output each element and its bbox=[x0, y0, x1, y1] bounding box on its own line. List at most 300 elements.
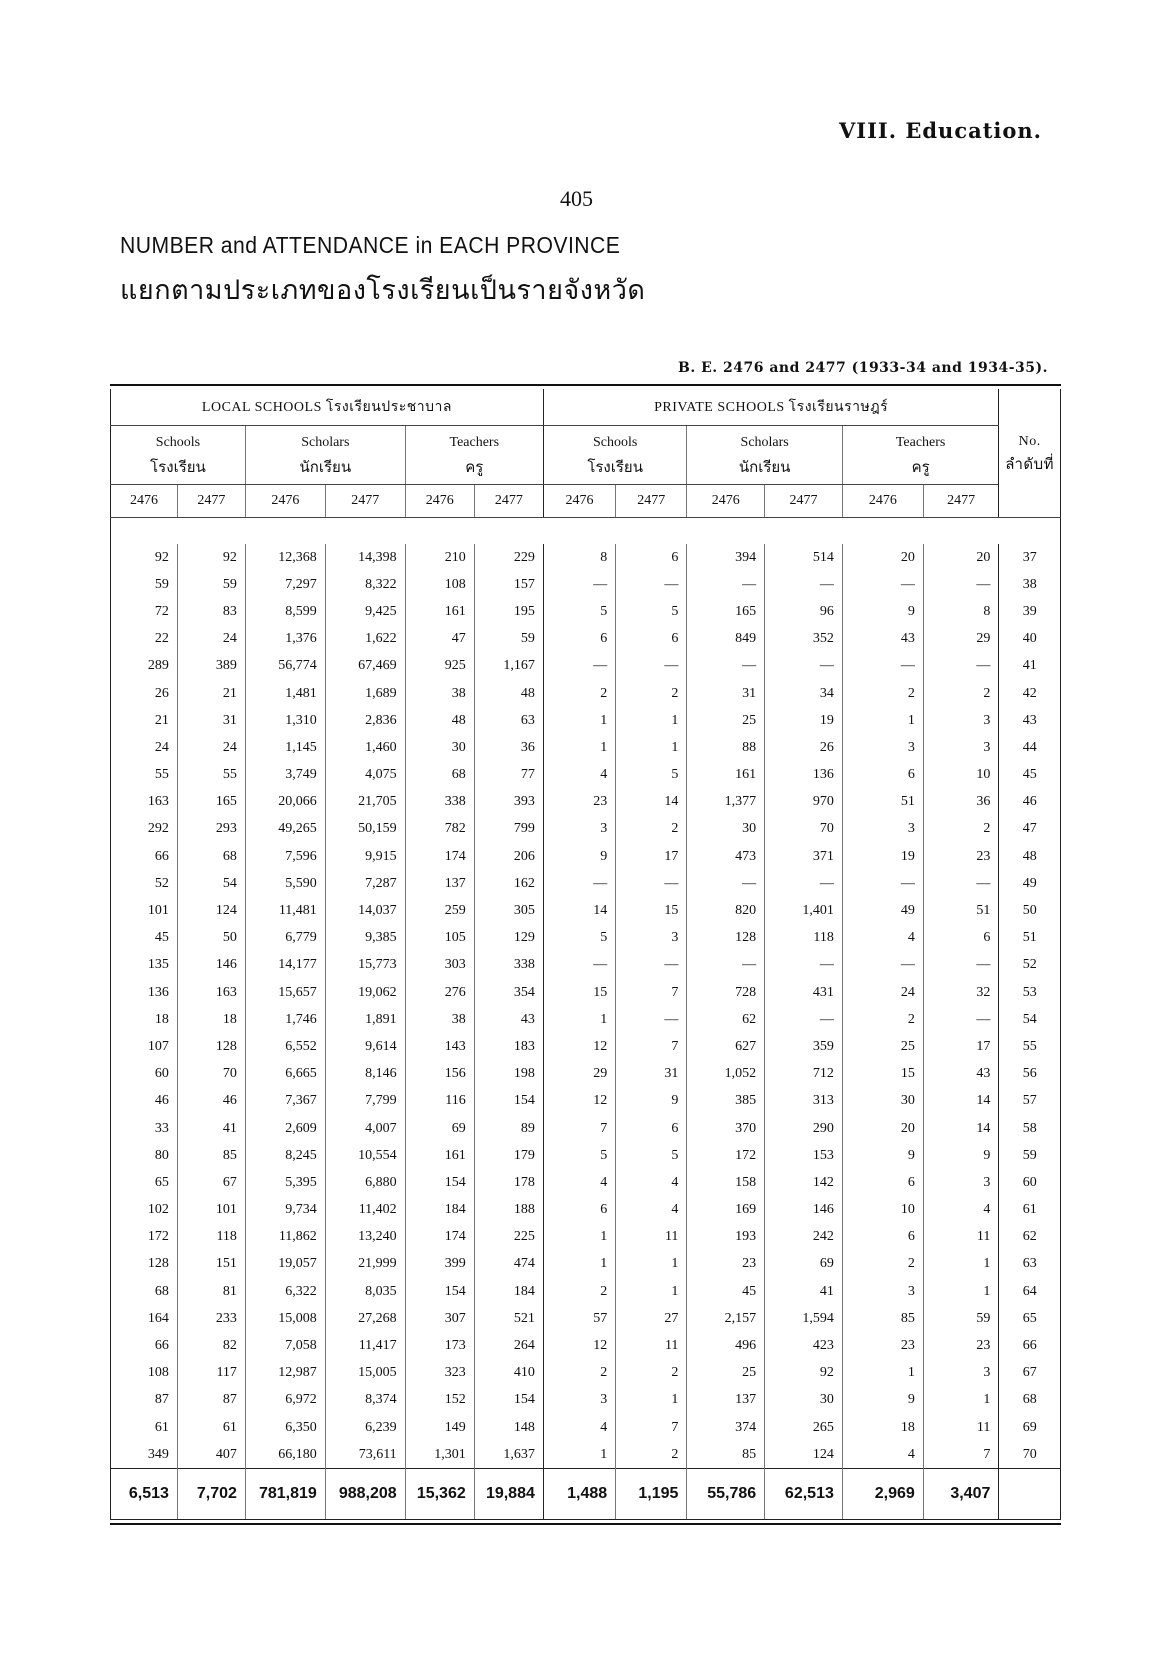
table-cell: 43 bbox=[923, 1061, 999, 1088]
table-cell: 431 bbox=[765, 979, 843, 1006]
table-cell: 820 bbox=[687, 897, 765, 924]
table-cell: 2,836 bbox=[325, 707, 405, 734]
table-cell: 305 bbox=[474, 897, 543, 924]
table-cell: 60 bbox=[154, 1066, 169, 1082]
table-cell: 6,239 bbox=[325, 1414, 405, 1441]
table-cell: 8,035 bbox=[325, 1278, 405, 1305]
table-row bbox=[111, 1251, 1061, 1278]
table-cell: 1 bbox=[543, 1006, 615, 1033]
table-cell: 36 bbox=[923, 789, 999, 816]
table-cell: 27,268 bbox=[325, 1305, 405, 1332]
table-cell: 135 bbox=[147, 957, 169, 973]
table-cell: 72 bbox=[154, 603, 169, 619]
table-cell: 38 bbox=[405, 680, 474, 707]
table-cell: 164 bbox=[147, 1310, 169, 1326]
table-cell: 11 bbox=[923, 1224, 999, 1251]
table-cell: 15 bbox=[842, 1061, 923, 1088]
table-cell: 6,350 bbox=[245, 1414, 325, 1441]
table-cell: 2,157 bbox=[687, 1305, 765, 1332]
table-cell: 359 bbox=[765, 1033, 843, 1060]
table-cell: 61 bbox=[177, 1414, 245, 1441]
table-cell: 5 bbox=[616, 598, 687, 625]
total-cell: 55,786 bbox=[687, 1469, 765, 1520]
table-cell: 4 bbox=[842, 1441, 923, 1469]
top-rule bbox=[110, 384, 1061, 386]
table-cell: 1,481 bbox=[245, 680, 325, 707]
table-cell: 5 bbox=[543, 1142, 615, 1169]
table-cell: 1,689 bbox=[325, 680, 405, 707]
table-cell: 65 bbox=[154, 1174, 169, 1190]
table-row bbox=[111, 897, 1061, 924]
table-cell: 10 bbox=[923, 762, 999, 789]
table-cell: 6 bbox=[543, 626, 615, 653]
table-cell: 1,891 bbox=[325, 1006, 405, 1033]
schools-label-en: Schools bbox=[592, 435, 638, 450]
schools-label-th: โรงเรียน bbox=[587, 458, 643, 476]
table-cell: 23 bbox=[543, 789, 615, 816]
table-cell: 4,007 bbox=[325, 1115, 405, 1142]
table-cell: 92 bbox=[765, 1360, 843, 1387]
table-cell: 21,705 bbox=[325, 789, 405, 816]
table-cell: 116 bbox=[405, 1088, 474, 1115]
table-cell: 85 bbox=[687, 1441, 765, 1469]
table-cell: 163 bbox=[177, 979, 245, 1006]
row-number-cell: 53 bbox=[999, 979, 1061, 1006]
table-cell: 1,401 bbox=[765, 897, 843, 924]
table-cell: 11,417 bbox=[325, 1332, 405, 1359]
table-cell: 148 bbox=[474, 1414, 543, 1441]
table-cell: 3 bbox=[842, 816, 923, 843]
table-cell: 48 bbox=[474, 680, 543, 707]
table-cell: 3 bbox=[923, 734, 999, 761]
year-header: 2477 bbox=[616, 485, 687, 518]
table-cell: 20 bbox=[842, 544, 923, 571]
table-cell: 46 bbox=[177, 1088, 245, 1115]
table-cell: 292 bbox=[147, 821, 169, 837]
total-cell: 19,884 bbox=[474, 1469, 543, 1520]
table-row bbox=[111, 1360, 1061, 1387]
table-cell: 137 bbox=[687, 1387, 765, 1414]
table-cell: 5,590 bbox=[245, 870, 325, 897]
table-cell: 3 bbox=[923, 1169, 999, 1196]
table-cell: 1,622 bbox=[325, 626, 405, 653]
table-cell: 161 bbox=[405, 1142, 474, 1169]
table-cell: 23 bbox=[923, 843, 999, 870]
no-label-th: ลำดับที่ bbox=[1005, 455, 1055, 473]
table-cell: 12,368 bbox=[245, 544, 325, 571]
table-cell: 352 bbox=[765, 626, 843, 653]
row-number-header bbox=[999, 389, 1061, 518]
table-cell: 1,637 bbox=[474, 1441, 543, 1469]
table-cell: — bbox=[543, 952, 615, 979]
table-cell: 1 bbox=[543, 734, 615, 761]
table-cell: 18 bbox=[154, 1011, 169, 1027]
row-number-cell: 54 bbox=[999, 1006, 1061, 1033]
table-cell: 63 bbox=[474, 707, 543, 734]
table-cell: — bbox=[616, 952, 687, 979]
table-cell: 31 bbox=[177, 707, 245, 734]
row-number-cell: 43 bbox=[999, 707, 1061, 734]
table-cell: 276 bbox=[405, 979, 474, 1006]
year-header: 2476 bbox=[111, 485, 178, 518]
table-cell: 265 bbox=[765, 1414, 843, 1441]
table-cell: 15 bbox=[616, 897, 687, 924]
year-header: 2476 bbox=[405, 485, 474, 518]
total-cell: 988,208 bbox=[325, 1469, 405, 1520]
table-cell: 1,310 bbox=[245, 707, 325, 734]
table-cell: — bbox=[842, 653, 923, 680]
row-number-cell: 66 bbox=[999, 1332, 1061, 1359]
table-cell: 1 bbox=[616, 1278, 687, 1305]
table-row bbox=[111, 544, 1061, 571]
table-cell: 87 bbox=[154, 1392, 169, 1408]
table-cell: 67 bbox=[177, 1169, 245, 1196]
table-cell: 3 bbox=[923, 1360, 999, 1387]
table-cell: 7,287 bbox=[325, 870, 405, 897]
table-cell: 307 bbox=[405, 1305, 474, 1332]
table-row bbox=[111, 680, 1061, 707]
row-number-cell: 39 bbox=[999, 598, 1061, 625]
table-cell: 11 bbox=[923, 1414, 999, 1441]
total-blank-cell bbox=[999, 1469, 1061, 1520]
table-cell: 19 bbox=[765, 707, 843, 734]
table-row bbox=[111, 1115, 1061, 1142]
table-cell: 290 bbox=[765, 1115, 843, 1142]
table-cell: 399 bbox=[405, 1251, 474, 1278]
table-cell: 210 bbox=[405, 544, 474, 571]
table-cell: 24 bbox=[154, 739, 169, 755]
table-cell: — bbox=[687, 653, 765, 680]
table-cell: 2 bbox=[543, 680, 615, 707]
table-cell: 68 bbox=[154, 1283, 169, 1299]
table-cell: 70 bbox=[765, 816, 843, 843]
scholars-label-th: นักเรียน bbox=[738, 458, 791, 476]
table-cell: — bbox=[687, 571, 765, 598]
table-cell: 14,037 bbox=[325, 897, 405, 924]
table-cell: — bbox=[616, 571, 687, 598]
table-cell: 55 bbox=[154, 767, 169, 783]
table-cell: 10,554 bbox=[325, 1142, 405, 1169]
table-cell: 19,057 bbox=[245, 1251, 325, 1278]
table-cell: 473 bbox=[687, 843, 765, 870]
table-cell: 179 bbox=[474, 1142, 543, 1169]
private-schools-header: PRIVATE SCHOOLS โรงเรียนราษฎร์ bbox=[543, 389, 999, 426]
table-cell: 7,297 bbox=[245, 571, 325, 598]
table-cell: 146 bbox=[765, 1197, 843, 1224]
title-en: NUMBER and ATTENDANCE in EACH PROVINCE bbox=[120, 232, 621, 258]
table-cell: 6 bbox=[616, 1115, 687, 1142]
table-cell: 407 bbox=[177, 1441, 245, 1469]
table-row bbox=[111, 1169, 1061, 1196]
table-cell: 1 bbox=[616, 707, 687, 734]
table-cell: 10 bbox=[842, 1197, 923, 1224]
table-cell: 9,614 bbox=[325, 1033, 405, 1060]
total-cell: 7,702 bbox=[177, 1469, 245, 1520]
total-cell: 2,969 bbox=[842, 1469, 923, 1520]
table-cell: 21 bbox=[177, 680, 245, 707]
scholars-label-en: Scholars bbox=[740, 435, 789, 450]
table-cell: 514 bbox=[765, 544, 843, 571]
table-cell: 22 bbox=[154, 631, 169, 647]
table-cell: 105 bbox=[405, 925, 474, 952]
table-row bbox=[111, 1305, 1061, 1332]
table-cell: 9 bbox=[923, 1142, 999, 1169]
table-cell: 1 bbox=[842, 1360, 923, 1387]
row-number-cell: 63 bbox=[999, 1251, 1061, 1278]
table-cell: 4 bbox=[543, 1169, 615, 1196]
total-cell: 3,407 bbox=[923, 1469, 999, 1520]
table-cell: 30 bbox=[842, 1088, 923, 1115]
table-cell: 14,398 bbox=[325, 544, 405, 571]
row-number-cell: 67 bbox=[999, 1360, 1061, 1387]
table-cell: 43 bbox=[474, 1006, 543, 1033]
table-cell: 9,734 bbox=[245, 1197, 325, 1224]
table-cell: 6 bbox=[616, 626, 687, 653]
year-header: 2476 bbox=[245, 485, 325, 518]
table-cell: 195 bbox=[474, 598, 543, 625]
table-cell: 172 bbox=[687, 1142, 765, 1169]
table-cell: 128 bbox=[177, 1033, 245, 1060]
table-cell: 183 bbox=[474, 1033, 543, 1060]
row-number-cell: 37 bbox=[999, 544, 1061, 571]
table-body bbox=[111, 518, 1061, 1520]
table-cell: 59 bbox=[154, 576, 169, 592]
bottom-rule bbox=[110, 1523, 1061, 1525]
table-cell: 5,395 bbox=[245, 1169, 325, 1196]
table-cell: 3 bbox=[842, 1278, 923, 1305]
table-cell: 14 bbox=[543, 897, 615, 924]
table-cell: 728 bbox=[687, 979, 765, 1006]
table-cell: 173 bbox=[405, 1332, 474, 1359]
table-cell: 118 bbox=[177, 1224, 245, 1251]
year-header: 2477 bbox=[923, 485, 999, 518]
year-header: 2477 bbox=[765, 485, 843, 518]
table-cell: 1 bbox=[543, 1224, 615, 1251]
table-cell: 9 bbox=[842, 1387, 923, 1414]
row-number-cell: 50 bbox=[999, 897, 1061, 924]
statistics-table-wrap bbox=[110, 384, 1061, 1525]
table-cell: 29 bbox=[543, 1061, 615, 1088]
table-cell: 7,367 bbox=[245, 1088, 325, 1115]
table-row bbox=[111, 1441, 1061, 1469]
table-cell: 393 bbox=[474, 789, 543, 816]
table-cell: — bbox=[543, 870, 615, 897]
table-cell: 1,145 bbox=[245, 734, 325, 761]
row-number-cell: 62 bbox=[999, 1224, 1061, 1251]
table-cell: 14,177 bbox=[245, 952, 325, 979]
period-caption: B. E. 2476 and 2477 (1933-34 and 1934-35). bbox=[677, 360, 1048, 376]
table-cell: 18 bbox=[177, 1006, 245, 1033]
row-number-cell: 45 bbox=[999, 762, 1061, 789]
table-cell: 59 bbox=[177, 571, 245, 598]
table-cell: 51 bbox=[842, 789, 923, 816]
schools-label-en: Schools bbox=[155, 435, 201, 450]
table-cell: 26 bbox=[765, 734, 843, 761]
table-cell: 151 bbox=[177, 1251, 245, 1278]
table-cell: 11,402 bbox=[325, 1197, 405, 1224]
table-cell: 154 bbox=[474, 1387, 543, 1414]
table-cell: 15,008 bbox=[245, 1305, 325, 1332]
row-number-cell: 59 bbox=[999, 1142, 1061, 1169]
table-cell: 627 bbox=[687, 1033, 765, 1060]
table-cell: 80 bbox=[154, 1147, 169, 1163]
table-cell: 9,425 bbox=[325, 598, 405, 625]
table-cell: 15,773 bbox=[325, 952, 405, 979]
table-cell: 6,972 bbox=[245, 1387, 325, 1414]
total-cell: 6,513 bbox=[111, 1469, 178, 1520]
table-cell: 2 bbox=[616, 1441, 687, 1469]
table-cell: 3,749 bbox=[245, 762, 325, 789]
total-cell: 62,513 bbox=[765, 1469, 843, 1520]
table-cell: — bbox=[923, 1006, 999, 1033]
table-cell: 925 bbox=[405, 653, 474, 680]
table-cell: 4 bbox=[923, 1197, 999, 1224]
table-cell: 129 bbox=[474, 925, 543, 952]
table-row bbox=[111, 789, 1061, 816]
table-cell: 15 bbox=[543, 979, 615, 1006]
table-cell: 11 bbox=[616, 1332, 687, 1359]
table-cell: 54 bbox=[177, 870, 245, 897]
row-number-cell: 44 bbox=[999, 734, 1061, 761]
table-cell: 12 bbox=[543, 1088, 615, 1115]
row-number-cell: 51 bbox=[999, 925, 1061, 952]
table-cell: 156 bbox=[405, 1061, 474, 1088]
table-cell: 17 bbox=[616, 843, 687, 870]
total-cell: 781,819 bbox=[245, 1469, 325, 1520]
table-cell: 5 bbox=[543, 598, 615, 625]
table-cell: 3 bbox=[842, 734, 923, 761]
table-cell: 15,005 bbox=[325, 1360, 405, 1387]
table-cell: 17 bbox=[923, 1033, 999, 1060]
table-cell: 19 bbox=[842, 843, 923, 870]
total-cell: 1,488 bbox=[543, 1469, 615, 1520]
table-cell: 43 bbox=[842, 626, 923, 653]
table-cell: 24 bbox=[177, 626, 245, 653]
table-cell: 88 bbox=[687, 734, 765, 761]
table-cell: 73,611 bbox=[325, 1441, 405, 1469]
table-row bbox=[111, 626, 1061, 653]
table-cell: 354 bbox=[474, 979, 543, 1006]
table-cell: 108 bbox=[405, 571, 474, 598]
table-cell: 1 bbox=[923, 1278, 999, 1305]
table-cell: 496 bbox=[687, 1332, 765, 1359]
row-number-cell: 49 bbox=[999, 870, 1061, 897]
year-header-row bbox=[111, 485, 1061, 518]
table-row bbox=[111, 1088, 1061, 1115]
table-cell: 174 bbox=[405, 843, 474, 870]
table-cell: 293 bbox=[177, 816, 245, 843]
table-cell: 11,862 bbox=[245, 1224, 325, 1251]
total-cell: 15,362 bbox=[405, 1469, 474, 1520]
table-cell: 20 bbox=[842, 1115, 923, 1142]
table-cell: 4 bbox=[543, 762, 615, 789]
table-cell: 85 bbox=[842, 1305, 923, 1332]
table-cell: 143 bbox=[405, 1033, 474, 1060]
table-cell: 31 bbox=[687, 680, 765, 707]
table-cell: 2 bbox=[616, 816, 687, 843]
table-cell: — bbox=[765, 653, 843, 680]
table-cell: 165 bbox=[687, 598, 765, 625]
table-cell: 198 bbox=[474, 1061, 543, 1088]
table-cell: 25 bbox=[842, 1033, 923, 1060]
table-cell: 313 bbox=[765, 1088, 843, 1115]
table-cell: 2 bbox=[543, 1278, 615, 1305]
row-number-cell: 57 bbox=[999, 1088, 1061, 1115]
table-row bbox=[111, 1142, 1061, 1169]
table-cell: 9 bbox=[616, 1088, 687, 1115]
teachers-label-en: Teachers bbox=[895, 435, 946, 450]
table-cell: 4 bbox=[543, 1414, 615, 1441]
table-cell: 128 bbox=[147, 1256, 169, 1272]
private-scholars-subheader bbox=[687, 426, 842, 485]
table-cell: — bbox=[923, 870, 999, 897]
table-cell: 338 bbox=[474, 952, 543, 979]
table-cell: 38 bbox=[405, 1006, 474, 1033]
table-cell: 68 bbox=[177, 843, 245, 870]
table-cell: 5 bbox=[616, 762, 687, 789]
table-cell: 33 bbox=[154, 1120, 169, 1136]
row-number-cell: 48 bbox=[999, 843, 1061, 870]
table-cell: 289 bbox=[147, 658, 169, 674]
table-cell: 2 bbox=[543, 1360, 615, 1387]
table-cell: 7,596 bbox=[245, 843, 325, 870]
table-cell: 68 bbox=[405, 762, 474, 789]
table-cell: 45 bbox=[154, 930, 169, 946]
table-cell: — bbox=[842, 952, 923, 979]
local-schools-subheader bbox=[111, 426, 246, 485]
table-cell: 29 bbox=[923, 626, 999, 653]
teachers-label-th: ครู bbox=[465, 458, 484, 476]
local-scholars-subheader bbox=[245, 426, 405, 485]
table-cell: 136 bbox=[765, 762, 843, 789]
table-cell: 142 bbox=[765, 1169, 843, 1196]
table-cell: 21 bbox=[154, 712, 169, 728]
table-cell: 45 bbox=[687, 1278, 765, 1305]
table-cell: 174 bbox=[405, 1224, 474, 1251]
spacer-cell bbox=[111, 518, 1061, 545]
table-cell: 6,665 bbox=[245, 1061, 325, 1088]
table-cell: 6 bbox=[842, 1224, 923, 1251]
table-cell: 46 bbox=[154, 1093, 169, 1109]
table-row bbox=[111, 653, 1061, 680]
table-cell: 21,999 bbox=[325, 1251, 405, 1278]
table-cell: 161 bbox=[687, 762, 765, 789]
table-row bbox=[111, 1197, 1061, 1224]
row-number-cell: 69 bbox=[999, 1414, 1061, 1441]
table-cell: 184 bbox=[405, 1197, 474, 1224]
table-cell: 66,180 bbox=[245, 1441, 325, 1469]
table-cell: 161 bbox=[405, 598, 474, 625]
row-number-cell: 68 bbox=[999, 1387, 1061, 1414]
table-cell: 12,987 bbox=[245, 1360, 325, 1387]
teachers-label-th: ครู bbox=[911, 458, 930, 476]
table-cell: 9 bbox=[543, 843, 615, 870]
table-cell: 69 bbox=[765, 1251, 843, 1278]
table-cell: 7 bbox=[616, 1033, 687, 1060]
table-cell: 25 bbox=[687, 1360, 765, 1387]
table-cell: 9 bbox=[842, 598, 923, 625]
table-cell: 101 bbox=[147, 903, 169, 919]
table-cell: 799 bbox=[474, 816, 543, 843]
row-number-cell: 41 bbox=[999, 653, 1061, 680]
table-cell: 11,481 bbox=[245, 897, 325, 924]
table-cell: — bbox=[616, 1006, 687, 1033]
table-cell: 1 bbox=[616, 734, 687, 761]
table-cell: 92 bbox=[177, 544, 245, 571]
private-schools-subheader bbox=[543, 426, 687, 485]
table-cell: 2 bbox=[923, 680, 999, 707]
table-cell: 7,799 bbox=[325, 1088, 405, 1115]
